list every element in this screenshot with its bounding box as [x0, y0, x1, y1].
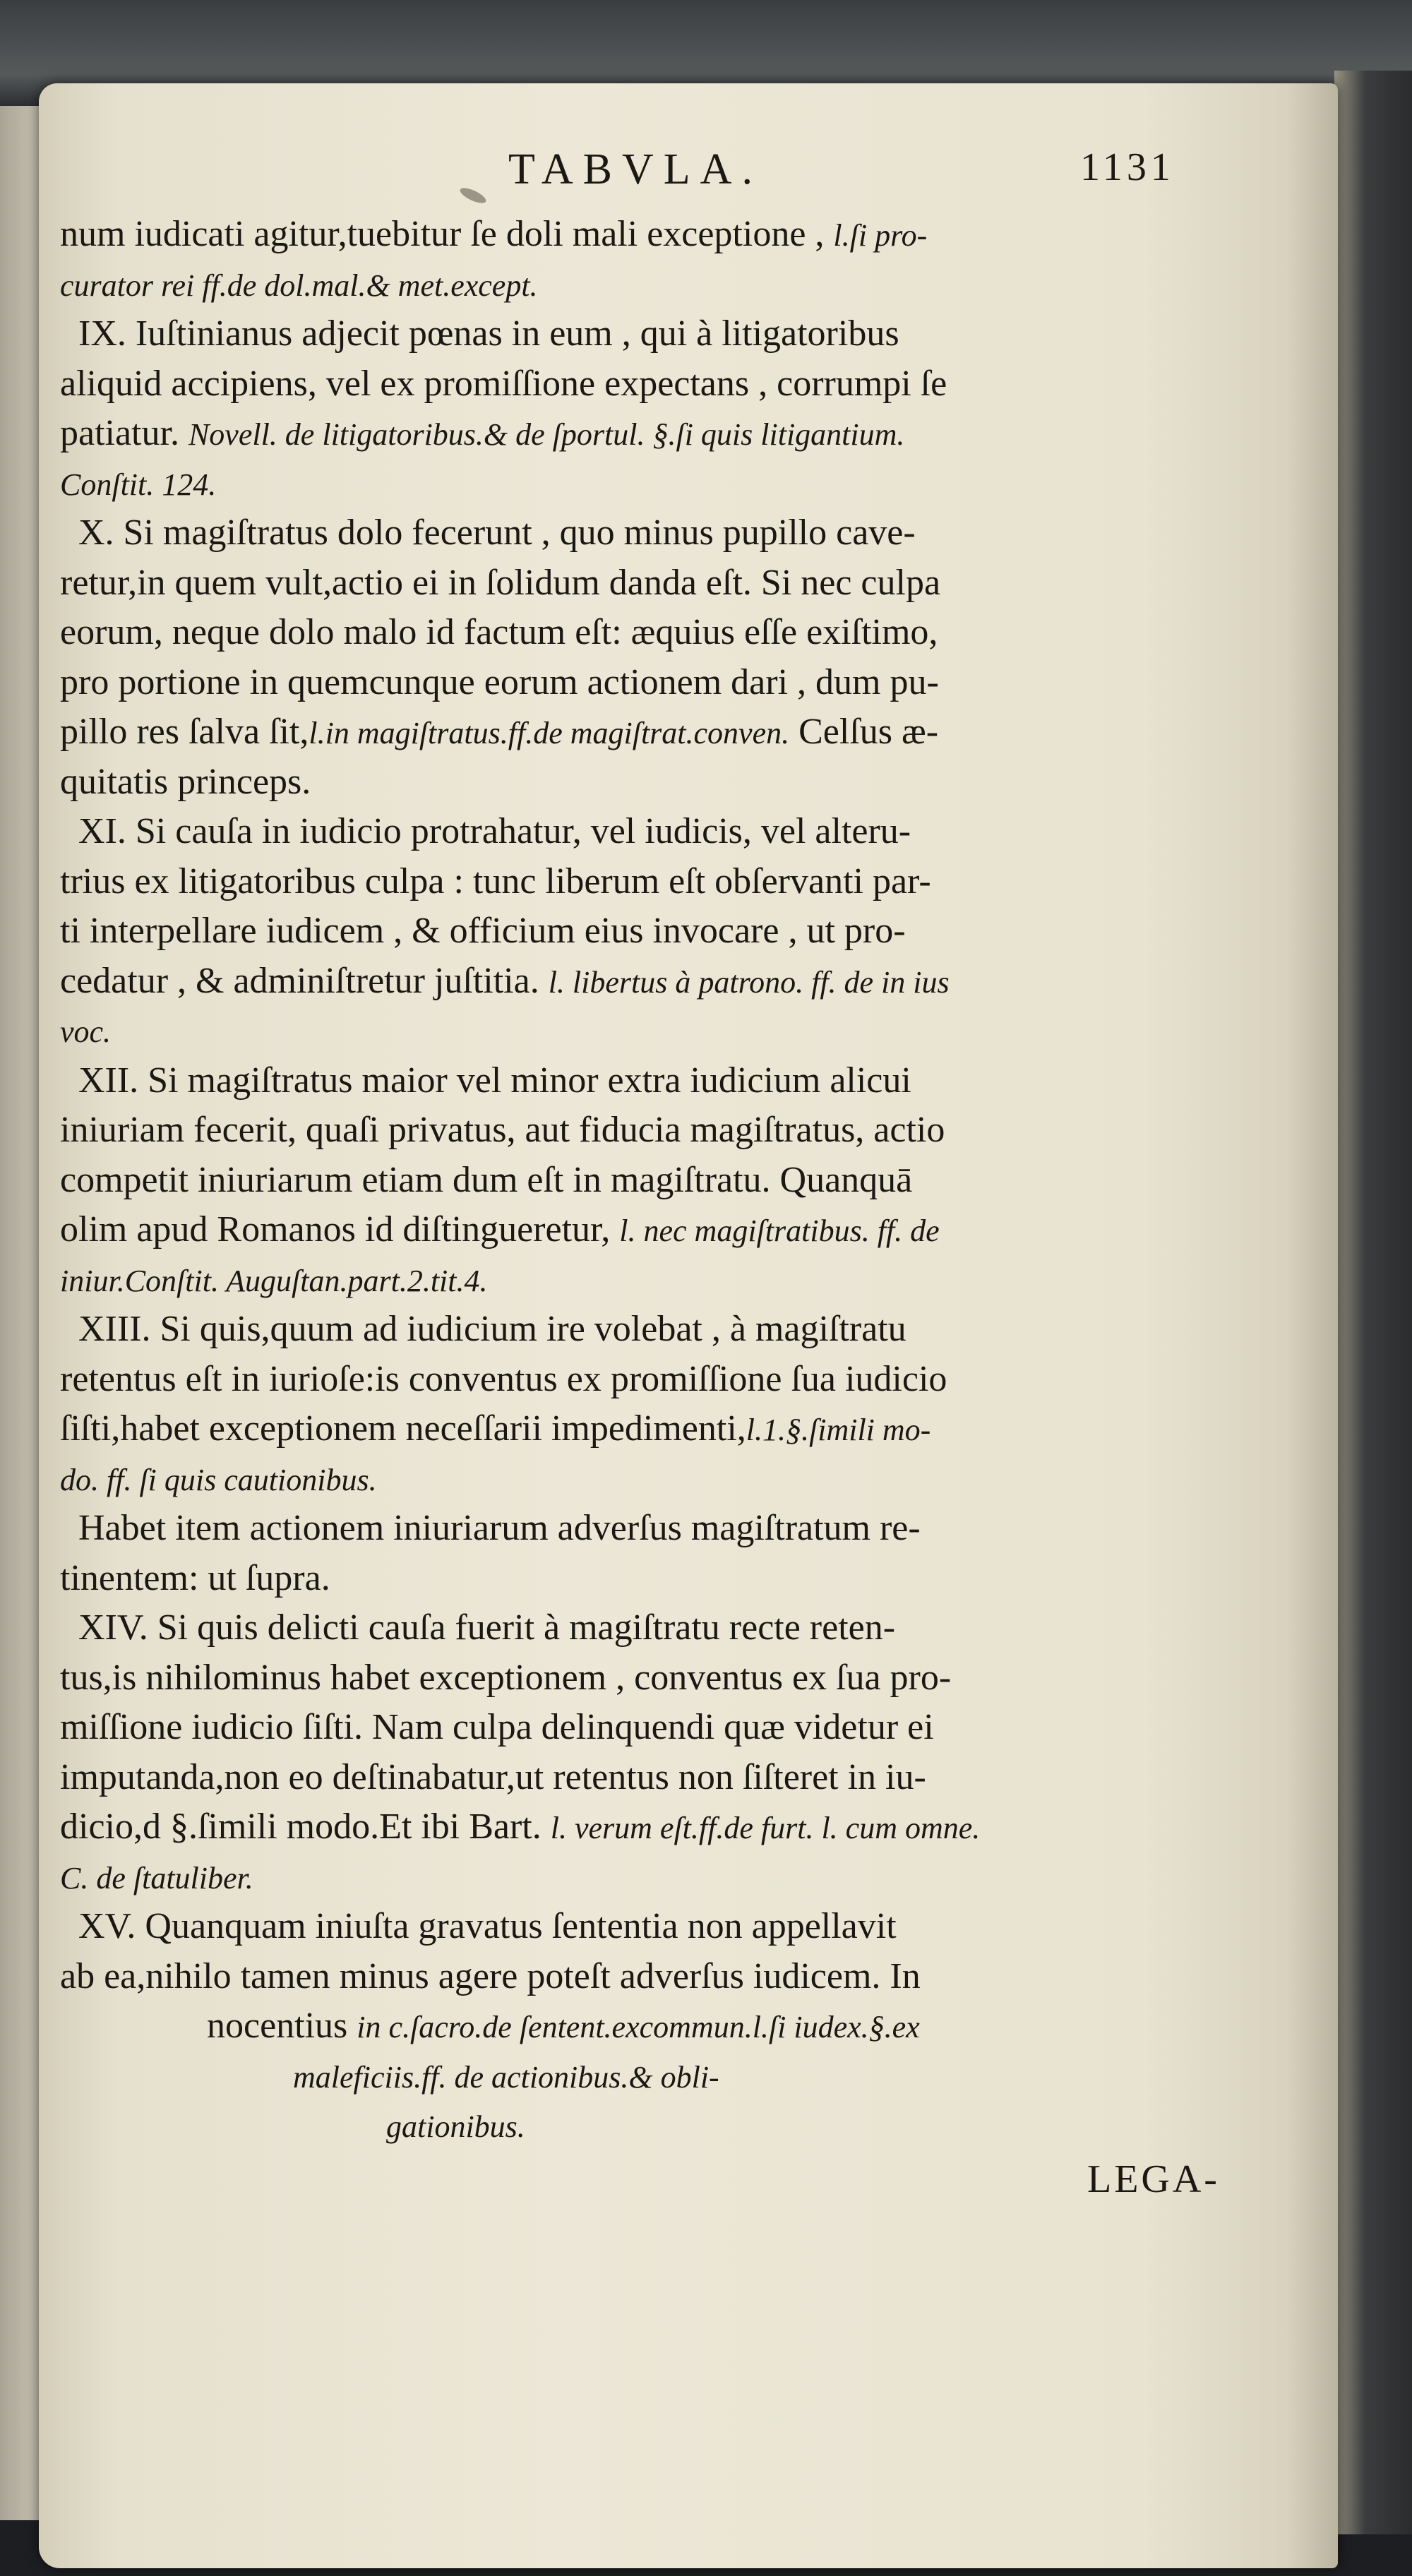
text-line: [60, 1357, 947, 1402]
text-italic-citation: gationibus.: [60, 2109, 525, 2144]
text-italic-citation: maleficiis.ff. de actionibus.& obli-: [60, 2059, 719, 2095]
text-line: [60, 610, 938, 655]
text-roman: tus,is nihilominus habet exceptionem , conventus ex ſua pro-: [60, 1657, 952, 1698]
book-fore-edge: [1334, 71, 1412, 2534]
text-line: [60, 2003, 920, 2050]
text-italic-citation: voc.: [60, 1014, 112, 1049]
text-line: [60, 1804, 980, 1851]
text-line: [60, 262, 538, 308]
text-line: [60, 2103, 525, 2150]
text-italic-citation: l.1.§.ſimili mo-: [746, 1413, 931, 1447]
text-roman: quitatis princeps.: [60, 761, 311, 802]
running-title: TABVLA.: [508, 145, 762, 193]
text-roman: patiatur.: [60, 413, 189, 453]
text-italic-citation: in c.ſacro.de ſentent.excommun.l.ſi iudex.§.ex: [357, 2010, 920, 2044]
text-line: [60, 411, 904, 457]
text-roman: num iudicati agitur,tuebitur ſe doli mali exceptione ,: [60, 214, 834, 254]
text-line: [60, 1108, 945, 1153]
text-italic-citation: curator rei ff.de dol.mal.& met.except.: [60, 268, 538, 303]
text-line: [60, 1058, 911, 1103]
text-line: [60, 760, 311, 805]
text-roman: miſſione iudicio ſiſti. Nam culpa delinquendi quæ videtur ei: [60, 1707, 934, 1747]
text-line: [60, 510, 916, 556]
text-line: [60, 1556, 330, 1601]
text-line: [60, 1456, 377, 1503]
text-roman: trius ex litigatoribus culpa : tunc liberum eſt obſervanti par-: [60, 861, 931, 901]
text-line: [60, 1904, 897, 1949]
text-line: [60, 1207, 940, 1254]
text-roman: dicio,d §.ſimili modo.Et ibi Bart.: [60, 1807, 551, 1847]
text-roman: IX. Iuſtinianus adjecit pœnas in eum , qui à litigatoribus: [60, 313, 899, 354]
text-line: [60, 859, 931, 904]
text-line: [60, 959, 950, 1005]
text-line: [60, 1705, 934, 1750]
text-line: [60, 361, 947, 407]
text-line: [60, 1406, 931, 1453]
text-line: [60, 561, 940, 606]
text-line: [60, 809, 911, 854]
text-line: [60, 909, 906, 954]
text-roman: ab ea,nihilo tamen minus agere poteſt adverſus iudicem. In: [60, 1955, 921, 1996]
text-italic-citation: l. verum eſt.ff.de furt. l. cum omne.: [550, 1811, 981, 1845]
text-italic-citation: Conſtit. 124.: [60, 467, 217, 502]
text-roman: pillo res ſalva ſit,: [60, 712, 309, 752]
text-roman: ſiſti,habet exceptionem neceſſarii impedimenti,: [60, 1408, 746, 1449]
text-roman: eorum, neque dolo malo id factum eſt: æquius eſſe exiſtimo,: [60, 612, 938, 652]
text-italic-citation: l.ſi pro-: [833, 218, 928, 253]
text-line: [60, 1506, 921, 1551]
text-roman: retentus eſt in iurioſe:is conventus ex promiſſione ſua iudicio: [60, 1358, 947, 1399]
text-roman: Celſus æ-: [789, 712, 939, 752]
text-line: [60, 212, 927, 258]
text-roman: tinentem: ut ſupra.: [60, 1557, 330, 1598]
text-line: [60, 1755, 926, 1800]
text-roman: XIV. Si quis delicti cauſa fuerit à magiſtratu recte reten-: [60, 1607, 896, 1648]
text-italic-citation: l. nec magiſtratibus. ff. de: [619, 1214, 940, 1248]
text-italic-citation: l. libertus à patrono. ff. de in ius: [548, 964, 950, 1000]
text-roman: aliquid accipiens, vel ex promiſſione expectans , corrumpi ſe: [60, 363, 947, 404]
text-italic-citation: C. de ſtatuliber.: [60, 1860, 253, 1895]
text-roman: XV. Quanquam iniuſta gravatus ſententia non appellavit: [60, 1906, 897, 1946]
text-line: [60, 2054, 719, 2100]
text-italic-citation: l.in magiſtratus.ff.de magiſtrat.conven.: [309, 716, 790, 750]
page-number: 1131: [1080, 145, 1175, 189]
text-line: [60, 660, 939, 705]
text-roman: nocentius: [60, 2006, 357, 2046]
text-line: [60, 1158, 912, 1203]
text-line: [60, 1257, 488, 1304]
text-roman: imputanda,non eo deſtinabatur,ut retentus non ſiſteret in iu-: [60, 1756, 926, 1797]
text-line: [60, 311, 899, 357]
text-line: [60, 1954, 921, 1999]
text-roman: retur,in quem vult,actio ei in ſolidum danda eſt. Si nec culpa: [60, 562, 941, 603]
text-line: [60, 1855, 253, 1901]
text-line: [60, 1008, 111, 1055]
text-italic-citation: do. ff. ſi quis cautionibus.: [60, 1462, 377, 1497]
text-italic-citation: Novell. de litigatoribus.& de ſportul. §.ſi quis litigantium.: [188, 417, 905, 452]
text-roman: olim apud Romanos id diſtingueretur,: [60, 1209, 620, 1250]
text-line: [60, 709, 938, 756]
text-roman: ti interpellare iudicem , & officium eius invocare , ut pro-: [60, 911, 906, 951]
text-roman: XII. Si magiſtratus maior vel minor extra iudicium alicui: [60, 1060, 911, 1101]
text-line: [60, 461, 216, 508]
text-roman: competit iniuriarum etiam dum eſt in magiſtratu. Quanquā: [60, 1159, 913, 1200]
text-line: [60, 1655, 951, 1701]
text-roman: pro portione in quemcunque eorum actionem dari , dum pu-: [60, 661, 939, 702]
text-line: [60, 1307, 907, 1352]
text-roman: XI. Si cauſa in iudicio protrahatur, vel iudicis, vel alteru-: [60, 811, 911, 851]
text-line: [60, 1605, 895, 1651]
text-italic-citation: iniur.Conſtit. Auguſtan.part.2.tit.4.: [60, 1263, 488, 1298]
text-roman: XIII. Si quis,quum ad iudicium ire volebat , à magiſtratu: [60, 1309, 907, 1349]
text-roman: iniuriam fecerit, quaſi privatus, aut fiducia magiſtratus, actio: [60, 1110, 945, 1150]
catchword: LEGA-: [1087, 2157, 1220, 2201]
text-roman: Habet item actionem iniuriarum adverſus magiſtratum re-: [60, 1508, 921, 1548]
text-roman: cedatur , & adminiſtretur juſtitia.: [60, 960, 549, 1001]
text-roman: X. Si magiſtratus dolo fecerunt , quo minus pupillo cave-: [60, 513, 916, 553]
